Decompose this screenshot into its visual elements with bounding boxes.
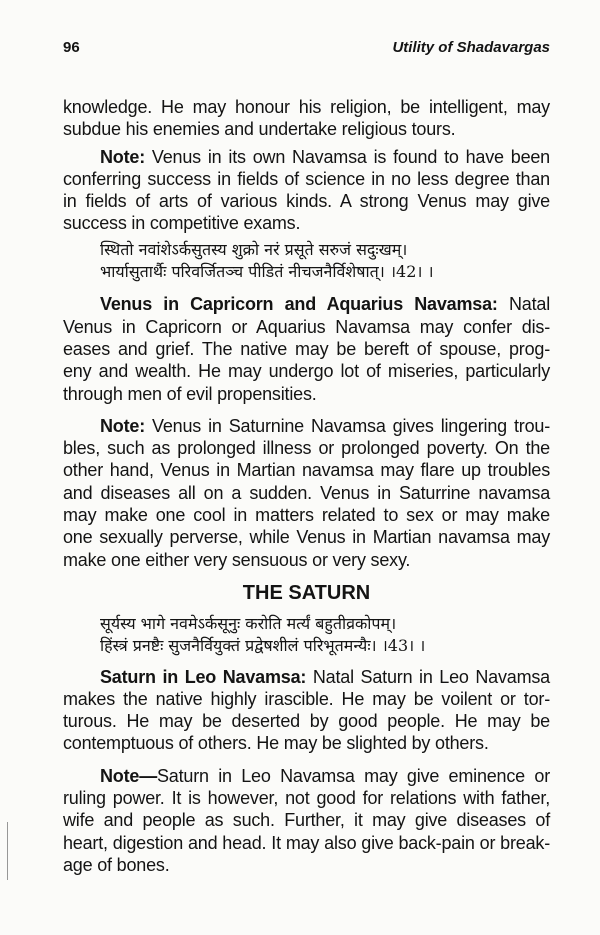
- text-line: makes the native highly irascible. He may be voilent or tor-: [63, 688, 550, 709]
- section-heading: THE SATURN: [242, 581, 371, 604]
- text-line: conferring success in fields of science in no less degree than: [63, 168, 550, 189]
- page-header: [63, 38, 550, 58]
- text-line: and diseases all on a sudden. Venus in Saturrine navamsa: [63, 482, 550, 503]
- saturn-leo-paragraph: [63, 666, 550, 755]
- text-line: [63, 146, 550, 168]
- text-line: [63, 666, 550, 688]
- margin-pen-mark: [7, 822, 10, 880]
- sanskrit-verse-42: [63, 239, 550, 284]
- text-line: may make one cool in matters related to sex or may make: [63, 505, 550, 526]
- paragraph-continuation: [63, 96, 550, 141]
- text-line: knowledge. He may honour his religion, be intelligent, may: [63, 97, 550, 117]
- text-line: heart, digestion and head. It may also give back-pain or break-: [63, 832, 550, 853]
- text-line: wife and people as such. Further, it may give diseases of: [63, 810, 550, 831]
- text-line: one sexually perverse, while Venus in Martian navamsa may: [63, 527, 550, 548]
- text-line: success in competitive exams.: [63, 213, 301, 234]
- note-label: Note—: [100, 765, 157, 786]
- note-venus-own-navamsa: [63, 146, 550, 235]
- text-line: make one either very sensuous or very sexy.: [63, 549, 411, 570]
- text-line: [63, 765, 550, 787]
- section-lead: Saturn in Leo Navamsa:: [100, 666, 307, 687]
- text-line: eases and grief. The native may be bereft of spouse, prog-: [63, 338, 550, 359]
- page-number: 96: [63, 39, 80, 56]
- text-line: Venus in Capricorn or Aquarius Navamsa may confer dis-: [63, 316, 550, 337]
- verse-line: स्थितो नवांशेऽर्कसुतस्य शुक्रो नरं प्रसूते सरुजं सदुःखम्।: [100, 239, 408, 259]
- note-label: Note:: [100, 415, 145, 436]
- text-line: subdue his enemies and undertake religious tours.: [63, 119, 456, 140]
- text-span: Natal: [497, 294, 550, 315]
- text-span: Saturn in Leo Navamsa may give eminence or: [157, 765, 550, 786]
- text-span: Natal Saturn in Leo Navamsa: [306, 666, 550, 687]
- text-line: [63, 293, 550, 315]
- text-span: Venus in Saturnine Navamsa gives lingering trou-: [145, 415, 550, 436]
- text-line: turous. He may be deserted by good people. He may be: [63, 711, 550, 732]
- running-title: Utility of Shadavargas: [392, 39, 550, 56]
- text-span: Venus in its own Navamsa is found to have been: [145, 146, 550, 167]
- text-line: eny and wealth. He may undergo lot of miseries, particularly: [63, 361, 550, 382]
- verse-line: भार्यासुतार्थैः परिवर्जितञ्च पीडितं नीचजनैर्विशेषात्। ।42। ।: [100, 262, 434, 282]
- note-label: Note:: [100, 146, 145, 167]
- note-saturn-leo: [63, 765, 550, 876]
- sanskrit-verse-43: [63, 613, 550, 658]
- text-line: other hand, Venus in Martian navamsa may flare up troubles: [63, 460, 550, 481]
- text-line: ruling power. It is however, not good for relations with father,: [63, 788, 550, 809]
- text-line: age of bones.: [63, 854, 170, 875]
- text-line: bles, such as prolonged illness or prolonged poverty. On the: [63, 438, 550, 459]
- note-venus-saturnine: [63, 415, 550, 571]
- text-line: [63, 415, 550, 437]
- section-lead: Venus in Capricorn and Aquarius Navamsa:: [100, 294, 498, 315]
- text-line: in fields of arts of various kinds. A strong Venus may give: [63, 191, 550, 212]
- verse-line: सूर्यस्य भागे नवमेऽर्कसूनुः करोति मर्त्यं बहुतीव्रकोपम्।: [100, 613, 397, 633]
- venus-capricorn-aquarius-paragraph: [63, 293, 550, 404]
- text-line: through men of evil propensities.: [63, 383, 317, 404]
- text-line: contemptuous of others. He may be slighted by others.: [63, 733, 489, 754]
- verse-line: हिंस्त्रं प्रनष्टैः सुजनैर्वियुक्तं प्रद्वेषशीलं परिभूतमन्यैः। ।43। ।: [100, 636, 426, 656]
